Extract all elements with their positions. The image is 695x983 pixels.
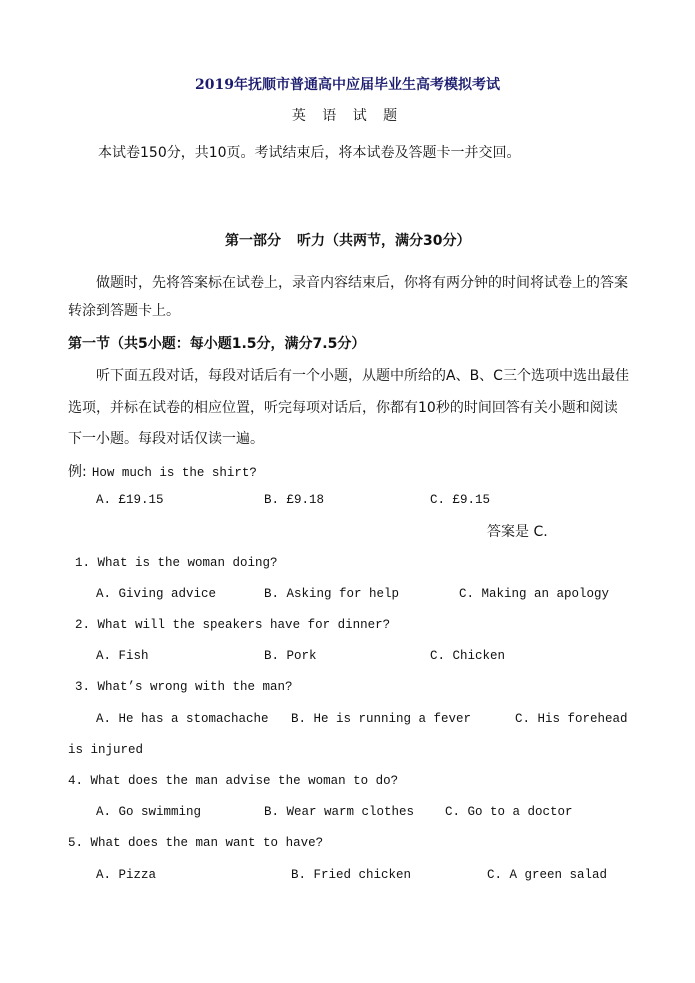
question-3-option-c: C. His forehead [515,712,628,726]
section1-instruction-line2: 选项，并标在试卷的相应位置，听完每项对话后，你都有10秒的时间回答有关小题和阅读 [68,400,618,416]
question-number: 1. [75,556,91,570]
question-3-option-b: B. He is running a fever [291,712,472,726]
question-5-option-c: C. A green salad [487,868,608,882]
question-1 [75,557,278,570]
question-1-option-c: C. Making an apology [459,587,610,601]
section1-instruction-line3: 下一小题。每段对话仅读一遍。 [68,431,264,447]
question-number: 3. [75,680,91,694]
question-number: 5. [68,836,84,850]
question-5 [68,837,323,850]
question-text: What will the speakers have for dinner? [97,618,391,632]
question-3 [75,681,293,694]
question-text: What does the man advise the woman to do? [90,774,399,788]
question-number: 4. [68,774,84,788]
section1-heading: 第一节（共5小题：每小题1.5分，满分7.5分） [68,336,366,352]
example-answer: 答案是 C. [487,524,548,540]
part1-instruction-line2: 转涂到答题卡上。 [68,303,180,319]
question-text: What’s wrong with the man? [97,680,293,694]
question-text: What is the woman doing? [97,556,278,570]
example-option-c: C. £9.15 [430,493,491,507]
example-label: 例: [68,464,87,480]
question-4 [68,775,398,788]
question-4-option-b: B. Wear warm clothes [264,805,415,819]
example-question-text: How much is the shirt? [91,466,257,480]
exam-intro: 本试卷150分，共10页。考试结束后，将本试卷及答题卡一并交回。 [98,145,521,161]
question-1-option-a: A. Giving advice [96,587,217,601]
part1-heading-left: 第一部分 [225,233,281,249]
question-2-option-b: B. Pork [264,649,317,663]
question-4-option-a: A. Go swimming [96,805,202,819]
question-text: What does the man want to have? [90,836,324,850]
question-2-option-c: C. Chicken [430,649,506,663]
question-3-continuation: is injured [68,743,144,757]
example-option-a: A. £19.15 [96,493,164,507]
example-question [68,463,257,480]
question-4-option-c: C. Go to a doctor [445,805,573,819]
question-1-option-b: B. Asking for help [264,587,400,601]
section1-instruction-line1: 听下面五段对话，每段对话后有一个小题，从题中所给的A、B、C三个选项中选出最佳 [96,368,629,384]
exam-subtitle: 英 语 试 题 [291,108,404,124]
question-3-option-a: A. He has a stomachache [96,712,269,726]
question-5-option-a: A. Pizza [96,868,157,882]
exam-title: 2019年抚顺市普通高中应届毕业生高考模拟考试 [195,77,500,93]
example-option-b: B. £9.18 [264,493,325,507]
question-2 [75,619,390,632]
part1-heading [225,234,470,248]
question-2-option-a: A. Fish [96,649,149,663]
part1-instruction-line1: 做题时，先将答案标在试卷上，录音内容结束后，你将有两分钟的时间将试卷上的答案 [96,275,628,291]
part1-heading-right: 听力（共两节，满分30分） [297,233,471,249]
question-number: 2. [75,618,91,632]
question-5-option-b: B. Fried chicken [291,868,412,882]
